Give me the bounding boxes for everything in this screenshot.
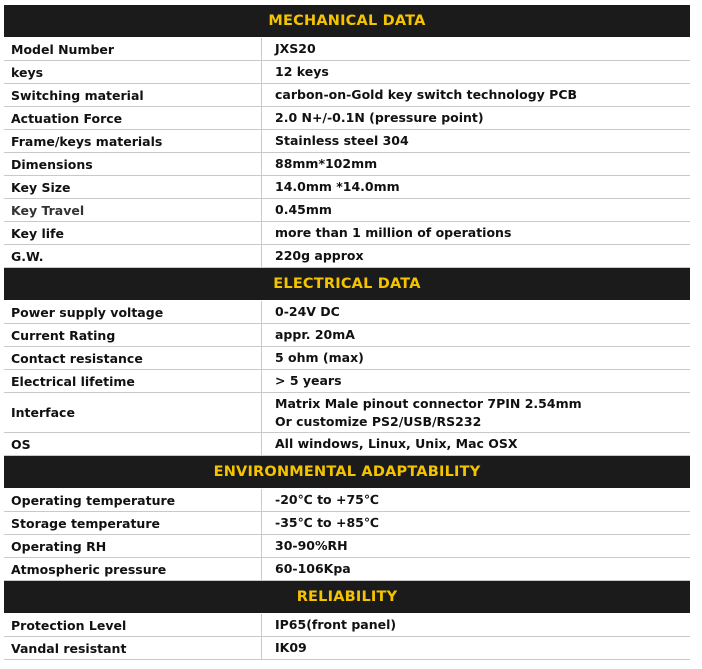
spec-row — [4, 347, 690, 370]
spec-label: Storage temperature — [4, 512, 262, 534]
spec-row — [4, 61, 690, 84]
spec-value — [262, 176, 690, 198]
spec-label: Switching material — [4, 84, 262, 106]
section-header — [4, 5, 690, 38]
spec-value — [262, 512, 690, 534]
spec-value-line: 12 keys — [275, 64, 329, 79]
spec-value-line: 0.45mm — [275, 202, 332, 217]
spec-row — [4, 512, 690, 535]
section-header — [4, 456, 690, 489]
spec-row — [4, 84, 690, 107]
spec-row — [4, 324, 690, 347]
spec-row — [4, 489, 690, 512]
spec-value — [262, 489, 690, 511]
spec-section — [4, 456, 690, 581]
spec-label: Atmospheric pressure — [4, 558, 262, 580]
spec-label: Key Travel — [4, 199, 262, 221]
spec-value — [262, 84, 690, 106]
spec-section — [4, 5, 690, 268]
spec-label: Protection Level — [4, 614, 262, 636]
spec-value-line: appr. 20mA — [275, 327, 355, 342]
spec-value — [262, 324, 690, 346]
spec-row — [4, 107, 690, 130]
spec-value — [262, 245, 690, 267]
spec-label: Interface — [4, 393, 262, 432]
spec-value-line: 220g approx — [275, 248, 364, 263]
spec-label: Electrical lifetime — [4, 370, 262, 392]
spec-row — [4, 176, 690, 199]
spec-value — [262, 130, 690, 152]
spec-section — [4, 581, 690, 660]
spec-label: Vandal resistant — [4, 637, 262, 659]
spec-label: Actuation Force — [4, 107, 262, 129]
section-title: ENVIRONMENTAL ADAPTABILITY — [213, 464, 481, 480]
spec-value — [262, 347, 690, 369]
spec-value-line: 60-106Kpa — [275, 561, 351, 576]
spec-value-line: 0-24V DC — [275, 304, 340, 319]
spec-value — [262, 38, 690, 60]
spec-row — [4, 370, 690, 393]
spec-value — [262, 535, 690, 557]
spec-value — [262, 61, 690, 83]
spec-label: Frame/keys materials — [4, 130, 262, 152]
spec-value-line: Or customize PS2/USB/RS232 — [275, 413, 482, 429]
spec-value-line: All windows, Linux, Unix, Mac OSX — [275, 436, 518, 451]
spec-label: Contact resistance — [4, 347, 262, 369]
spec-value-line: Matrix Male pinout connector 7PIN 2.54mm — [275, 395, 582, 411]
spec-row — [4, 535, 690, 558]
spec-section — [4, 268, 690, 456]
spec-label: Key life — [4, 222, 262, 244]
spec-value — [262, 637, 690, 659]
section-header — [4, 268, 690, 301]
spec-row — [4, 301, 690, 324]
spec-label: Operating RH — [4, 535, 262, 557]
spec-row — [4, 245, 690, 268]
spec-row — [4, 130, 690, 153]
spec-value — [262, 222, 690, 244]
spec-value — [262, 393, 690, 432]
spec-label: Current Rating — [4, 324, 262, 346]
spec-label: Key Size — [4, 176, 262, 198]
section-title: ELECTRICAL DATA — [273, 276, 421, 292]
spec-label: OS — [4, 433, 262, 455]
spec-value — [262, 301, 690, 323]
spec-value — [262, 107, 690, 129]
spec-value-line: -20℃ to +75℃ — [275, 492, 379, 507]
spec-label: Operating temperature — [4, 489, 262, 511]
spec-value-line: 30-90%RH — [275, 538, 348, 553]
spec-label: Power supply voltage — [4, 301, 262, 323]
section-title: RELIABILITY — [296, 589, 398, 605]
spec-value — [262, 199, 690, 221]
spec-value — [262, 558, 690, 580]
spec-value-line: 5 ohm (max) — [275, 350, 364, 365]
spec-value-line: Stainless steel 304 — [275, 133, 409, 148]
spec-row — [4, 614, 690, 637]
spec-table — [4, 5, 690, 660]
spec-value — [262, 433, 690, 455]
spec-row — [4, 153, 690, 176]
spec-value-line: carbon-on-Gold key switch technology PCB — [275, 87, 578, 102]
spec-row — [4, 637, 690, 660]
spec-value — [262, 370, 690, 392]
spec-value-line: 14.0mm *14.0mm — [275, 179, 400, 194]
spec-value-line: -35℃ to +85℃ — [275, 515, 379, 530]
spec-value-line: more than 1 million of operations — [275, 225, 512, 240]
spec-label: keys — [4, 61, 262, 83]
spec-value-line: IP65(front panel) — [275, 617, 397, 632]
section-title: MECHANICAL DATA — [268, 13, 426, 29]
section-header — [4, 581, 690, 614]
spec-row — [4, 433, 690, 456]
spec-row — [4, 558, 690, 581]
spec-label: G.W. — [4, 245, 262, 267]
spec-value-line: JXS20 — [275, 41, 316, 56]
spec-row — [4, 393, 690, 433]
spec-row — [4, 199, 690, 222]
spec-value-line: IK09 — [275, 640, 307, 655]
spec-label: Model Number — [4, 38, 262, 60]
spec-row — [4, 222, 690, 245]
spec-label: Dimensions — [4, 153, 262, 175]
spec-value-line: > 5 years — [275, 373, 342, 388]
spec-value-line: 2.0 N+/-0.1N (pressure point) — [275, 110, 484, 125]
spec-row — [4, 38, 690, 61]
spec-value — [262, 614, 690, 636]
spec-value — [262, 153, 690, 175]
spec-value-line: 88mm*102mm — [275, 156, 378, 171]
